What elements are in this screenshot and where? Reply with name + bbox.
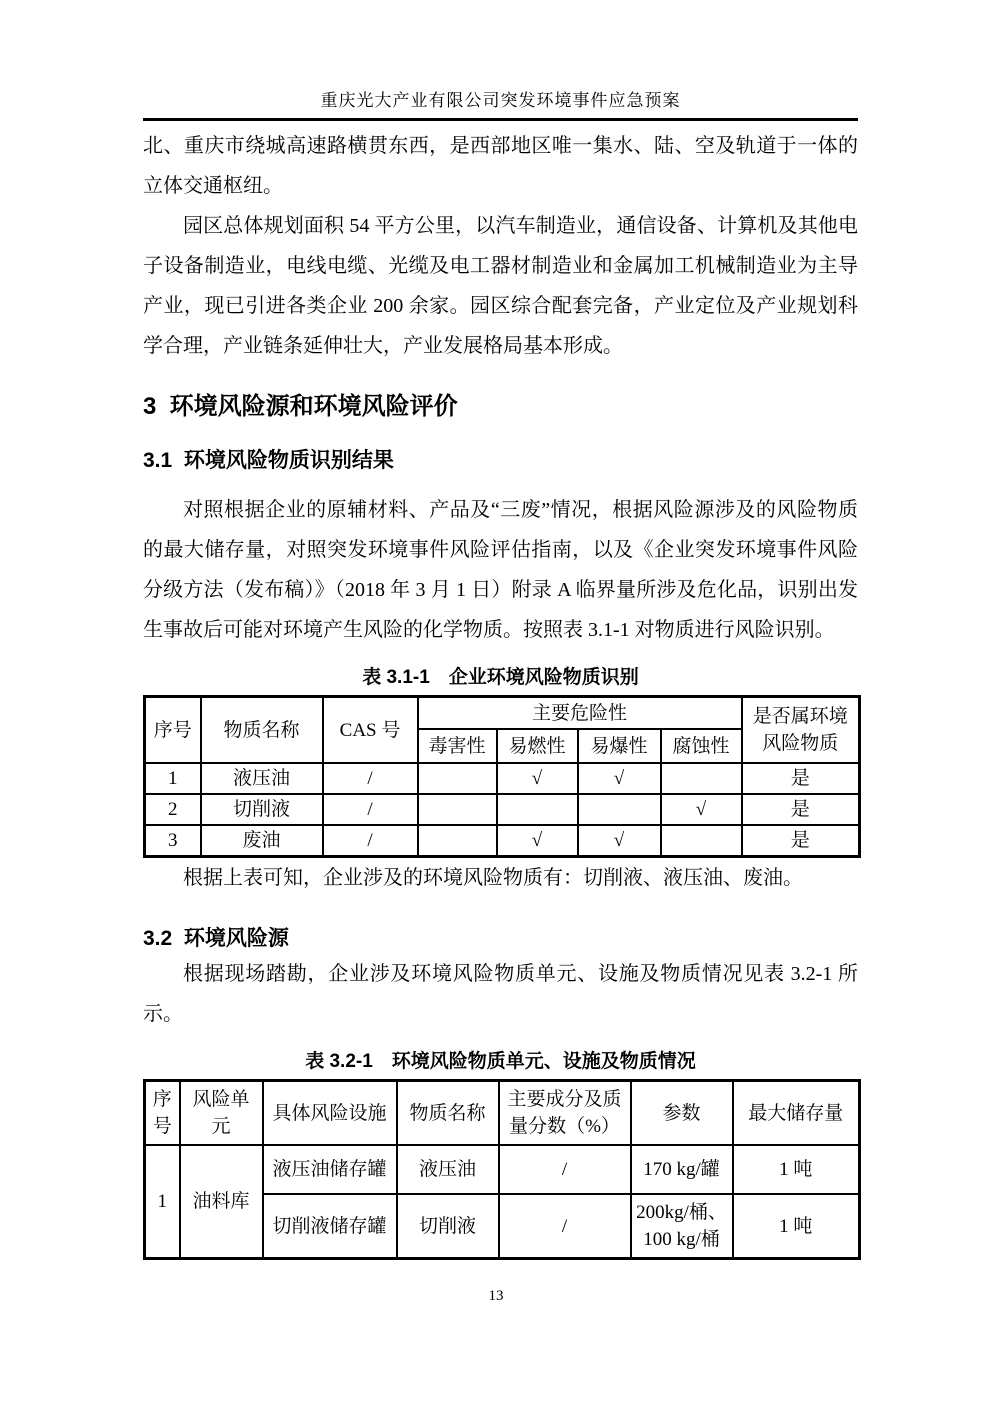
table-3-1-1: [143, 695, 861, 858]
paragraph-risk-identification: 对照根据企业的原辅材料、产品及“三废”情况，根据风险源涉及的风险物质的最大储存量，对照突发环境事件风险评估指南，以及《企业突发环境事件风险分级方法（发布稿）》（2018 年 3 月 1 日）附录 A 临界量所涉及危化品，识别出发生事故后可能对环境产生风险的化学物质。按照表 3.1-1 对物质进行风险识别。: [143, 499, 858, 641]
cell-corrosiveness: [661, 825, 742, 857]
heading-section-3-2: 3.2 环境风险源: [143, 927, 289, 950]
col-header-explosiveness: 易爆性: [578, 729, 661, 763]
cell-no: 1: [145, 1145, 180, 1259]
cell-material: 切削液: [201, 794, 323, 825]
cell-max-storage: 1 吨: [733, 1194, 860, 1259]
col-header-risk-unit: 风险单元: [180, 1081, 263, 1146]
cell-corrosiveness: [661, 763, 742, 794]
col-header-no: 序号: [145, 1081, 180, 1146]
cell-material: 液压油: [397, 1145, 499, 1194]
cell-toxicity: [418, 825, 497, 857]
paragraph-site-survey: 根据现场踏勘，企业涉及环境风险物质单元、设施及物质情况见表 3.2-1 所示。: [143, 963, 858, 1025]
col-header-material-name: 物质名称: [397, 1081, 499, 1146]
col-header-max-storage: 最大储存量: [733, 1081, 860, 1146]
cell-toxicity: [418, 794, 497, 825]
col-header-corrosiveness: 腐蚀性: [661, 729, 742, 763]
heading-section-3-1: 3.1 环境风险物质识别结果: [143, 449, 394, 472]
col-header-flammability: 易燃性: [497, 729, 578, 763]
cell-material: 液压油: [201, 763, 323, 794]
paragraph-table-conclusion: 根据上表可知，企业涉及的环境风险物质有：切削液、液压油、废油。: [183, 867, 803, 889]
col-header-cas: CAS 号: [323, 697, 418, 764]
cell-env-risk: 是: [742, 794, 860, 825]
col-header-material-name: 物质名称: [201, 697, 323, 764]
cell-no: 2: [145, 794, 201, 825]
col-header-toxicity: 毒害性: [418, 729, 497, 763]
page-number: 13: [488, 1288, 504, 1304]
col-header-composition: 主要成分及质量分数（%）: [499, 1081, 631, 1146]
page-header: [143, 0, 858, 121]
paragraph-transport: 北、重庆市绕城高速路横贯东西，是西部地区唯一集水、陆、空及轨道于一体的立体交通枢纽。: [143, 135, 858, 197]
cell-composition: /: [499, 1194, 631, 1259]
col-header-no: 序号: [145, 697, 201, 764]
col-header-main-hazards: 主要危险性: [418, 697, 742, 730]
document-title: 重庆光大产业有限公司突发环境事件应急预案: [320, 91, 681, 110]
table-3-1-1-caption: 表 3.1-1 企业环境风险物质识别: [362, 667, 639, 688]
cell-parameter: 170 kg/罐: [631, 1145, 733, 1194]
table-3-2-1: [143, 1079, 861, 1260]
col-header-env-risk: 是否属环境风险物质: [742, 697, 860, 764]
cell-toxicity: [418, 763, 497, 794]
col-header-facility: 具体风险设施: [263, 1081, 397, 1146]
cell-explosiveness: √: [578, 763, 661, 794]
cell-facility: 液压油储存罐: [263, 1145, 397, 1194]
cell-no: 1: [145, 763, 201, 794]
paragraph-park-overview: 园区总体规划面积 54 平方公里，以汽车制造业，通信设备、计算机及其他电子设备制造业，电线电缆、光缆及电工器材制造业和金属加工机械制造业为主导产业，现已引进各类企业 200 余家。园区综合配套完备，产业定位及产业规划科学合理，产业链条延伸壮大，产业发展格局基本形成。: [143, 215, 858, 357]
cell-cas: /: [323, 825, 418, 857]
col-header-parameter: 参数: [631, 1081, 733, 1146]
cell-max-storage: 1 吨: [733, 1145, 860, 1194]
cell-composition: /: [499, 1145, 631, 1194]
cell-flammability: [497, 794, 578, 825]
table-row: [145, 825, 860, 857]
cell-risk-unit: 油料库: [180, 1145, 263, 1259]
cell-cas: /: [323, 794, 418, 825]
table-row: [145, 763, 860, 794]
cell-no: 3: [145, 825, 201, 857]
cell-flammability: √: [497, 825, 578, 857]
cell-cas: /: [323, 763, 418, 794]
cell-env-risk: 是: [742, 825, 860, 857]
cell-material: 废油: [201, 825, 323, 857]
cell-corrosiveness: √: [661, 794, 742, 825]
table-3-2-1-caption: 表 3.2-1 环境风险物质单元、设施及物质情况: [305, 1051, 696, 1072]
heading-section-3: 3 环境风险源和环境风险评价: [143, 393, 458, 420]
cell-material: 切削液: [397, 1194, 499, 1259]
cell-explosiveness: √: [578, 825, 661, 857]
cell-explosiveness: [578, 794, 661, 825]
cell-flammability: √: [497, 763, 578, 794]
table-row: [145, 1145, 860, 1194]
cell-facility: 切削液储存罐: [263, 1194, 397, 1259]
cell-env-risk: 是: [742, 763, 860, 794]
table-row: [145, 794, 860, 825]
cell-parameter: 200kg/桶、100 kg/桶: [631, 1194, 733, 1259]
